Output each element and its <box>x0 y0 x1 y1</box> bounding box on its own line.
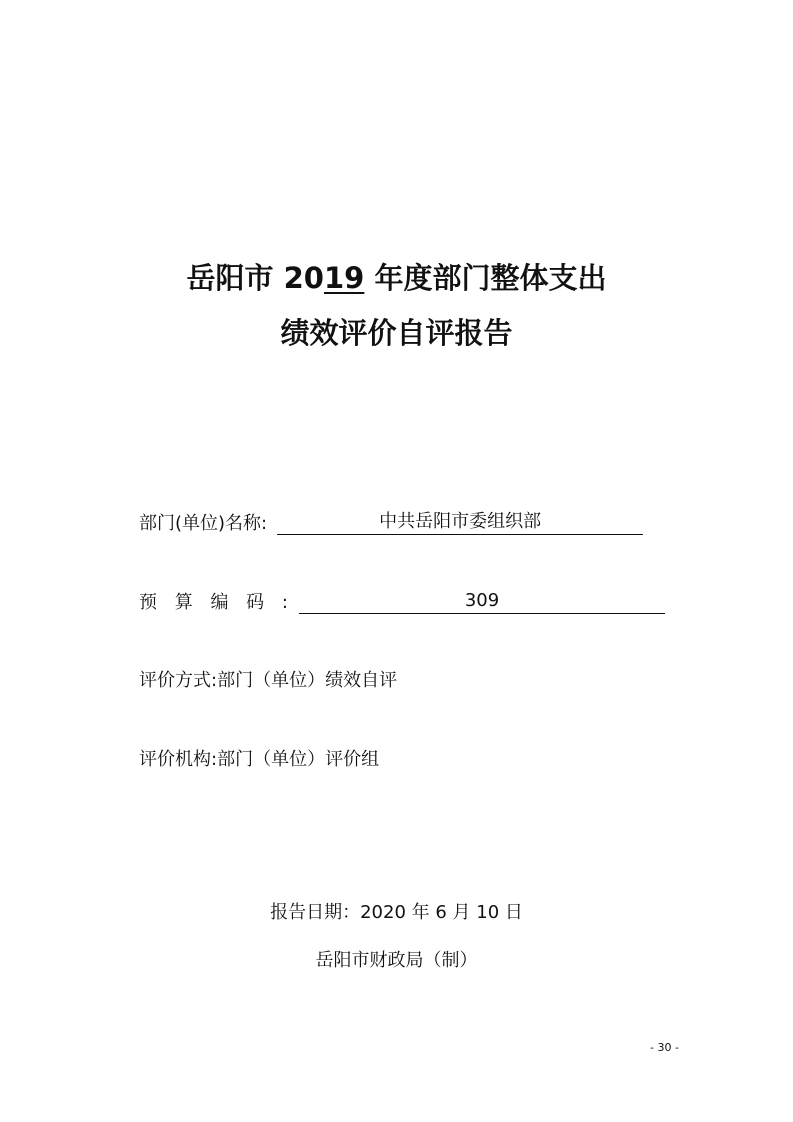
evaluation-method-label: 评价方式: <box>139 670 218 691</box>
budget-code-label: 预 算 编 码 : <box>139 592 294 613</box>
title-prefix: 岳阳市 20 <box>186 261 324 295</box>
department-name-value: 中共岳阳市委组织部 <box>277 510 643 535</box>
report-title-line-2: 绩效评价自评报告 <box>280 316 513 350</box>
title-suffix: 年度部门整体支出 <box>364 261 607 295</box>
evaluation-body-label: 评价机构: <box>139 749 218 770</box>
evaluation-body-field <box>139 745 379 771</box>
department-name-label: 部门(单位)名称: <box>139 513 268 534</box>
report-date: 报告日期：2020 年 6 月 10 日 <box>270 902 523 923</box>
evaluation-method-field <box>139 666 397 692</box>
issuer: 岳阳市财政局（制） <box>315 950 478 971</box>
evaluation-body-value: 部门（单位）评价组 <box>217 749 380 770</box>
budget-code-value: 309 <box>299 589 665 614</box>
budget-code-field <box>139 588 665 614</box>
department-name-field <box>139 509 643 535</box>
page-number: - 30 - <box>650 1041 679 1054</box>
report-title-line-1 <box>0 256 793 297</box>
title-year-underlined: 19 <box>323 261 365 295</box>
evaluation-method-value: 部门（单位）绩效自评 <box>217 670 398 691</box>
